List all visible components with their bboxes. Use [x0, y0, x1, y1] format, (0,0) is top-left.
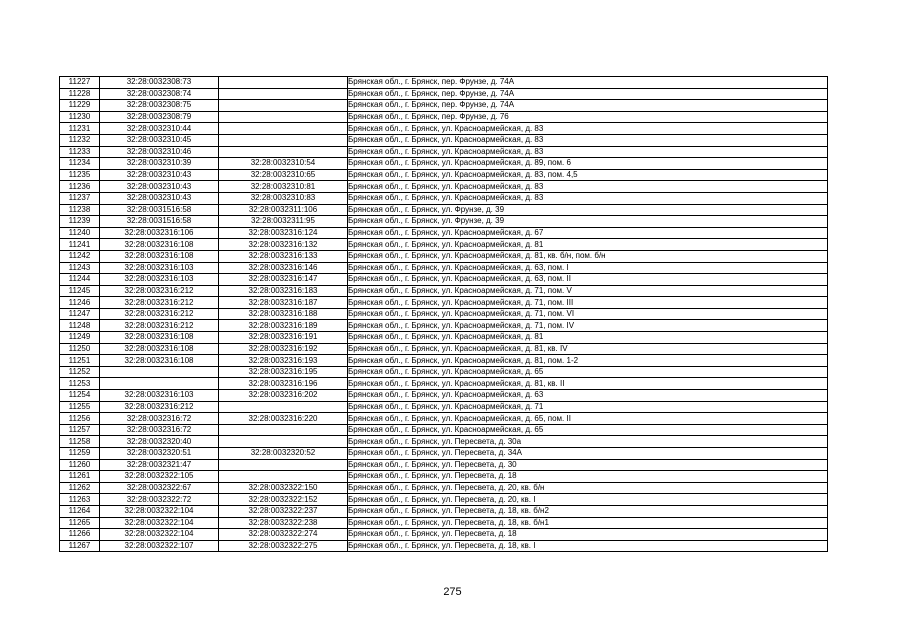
building-cadastral-number-cell: 32:28:0032320:52	[219, 448, 348, 460]
address-cell: Брянская обл., г. Брянск, ул. Красноармейская, д. 81, кв. II	[348, 378, 828, 390]
table-row	[60, 332, 828, 344]
row-number-cell: 11266	[60, 529, 100, 541]
row-number-cell: 11244	[60, 274, 100, 286]
building-cadastral-number-cell: 32:28:0032316:191	[219, 332, 348, 344]
address-cell: Брянская обл., г. Брянск, ул. Красноармейская, д. 71	[348, 401, 828, 413]
cadastral-number-cell: 32:28:0032316:103	[100, 274, 219, 286]
cadastral-number-cell: 32:28:0032310:39	[100, 158, 219, 170]
cadastral-number-cell: 32:28:0032316:72	[100, 413, 219, 425]
row-number-cell: 11235	[60, 169, 100, 181]
address-cell: Брянская обл., г. Брянск, ул. Пересвета, д. 18, кв. б/н1	[348, 517, 828, 529]
building-cadastral-number-cell: 32:28:0032322:150	[219, 482, 348, 494]
address-cell: Брянская обл., г. Брянск, ул. Красноармейская, д. 81, кв. б/н, пом. б/н	[348, 250, 828, 262]
table-row	[60, 320, 828, 332]
building-cadastral-number-cell: 32:28:0032316:202	[219, 390, 348, 402]
cadastral-number-cell: 32:28:0032310:46	[100, 146, 219, 158]
table-row	[60, 505, 828, 517]
table-row	[60, 529, 828, 541]
cadastral-number-cell: 32:28:0032321:47	[100, 459, 219, 471]
cadastral-number-cell: 32:28:0032316:212	[100, 401, 219, 413]
cadastral-number-cell: 32:28:0032316:212	[100, 285, 219, 297]
building-cadastral-number-cell: 32:28:0032316:132	[219, 239, 348, 251]
cadastral-number-cell: 32:28:0032320:40	[100, 436, 219, 448]
address-cell: Брянская обл., г. Брянск, пер. Фрунзе, д. 74А	[348, 88, 828, 100]
building-cadastral-number-cell: 32:28:0032316:124	[219, 227, 348, 239]
row-number-cell: 11252	[60, 366, 100, 378]
building-cadastral-number-cell	[219, 77, 348, 89]
row-number-cell: 11259	[60, 448, 100, 460]
cadastral-number-cell: 32:28:0032316:212	[100, 308, 219, 320]
cadastral-number-cell: 32:28:0032308:74	[100, 88, 219, 100]
table-row	[60, 204, 828, 216]
building-cadastral-number-cell: 32:28:0032310:54	[219, 158, 348, 170]
table-row	[60, 355, 828, 367]
row-number-cell: 11261	[60, 471, 100, 483]
cadastral-number-cell: 32:28:0032310:44	[100, 123, 219, 135]
table-row	[60, 517, 828, 529]
cadastral-number-cell: 32:28:0032322:105	[100, 471, 219, 483]
building-cadastral-number-cell: 32:28:0032310:81	[219, 181, 348, 193]
address-cell: Брянская обл., г. Брянск, пер. Фрунзе, д. 74А	[348, 77, 828, 89]
table-row	[60, 401, 828, 413]
table-row	[60, 239, 828, 251]
row-number-cell: 11245	[60, 285, 100, 297]
row-number-cell: 11229	[60, 100, 100, 112]
address-cell: Брянская обл., г. Брянск, ул. Красноармейская, д. 81	[348, 332, 828, 344]
address-cell: Брянская обл., г. Брянск, ул. Красноармейская, д. 71, пом. V	[348, 285, 828, 297]
address-cell: Брянская обл., г. Брянск, ул. Красноармейская, д. 81, кв. IV	[348, 343, 828, 355]
address-cell: Брянская обл., г. Брянск, ул. Красноармейская, д. 71, пом. VI	[348, 308, 828, 320]
building-cadastral-number-cell	[219, 88, 348, 100]
row-number-cell: 11258	[60, 436, 100, 448]
building-cadastral-number-cell: 32:28:0032322:274	[219, 529, 348, 541]
table-row	[60, 169, 828, 181]
table-row	[60, 250, 828, 262]
address-cell: Брянская обл., г. Брянск, ул. Пересвета, д. 20, кв. б/н	[348, 482, 828, 494]
address-cell: Брянская обл., г. Брянск, ул. Фрунзе, д. 39	[348, 216, 828, 228]
cadastral-number-cell: 32:28:0032322:67	[100, 482, 219, 494]
cadastral-number-cell: 32:28:0032310:43	[100, 192, 219, 204]
row-number-cell: 11237	[60, 192, 100, 204]
row-number-cell: 11243	[60, 262, 100, 274]
cadastral-number-cell	[100, 366, 219, 378]
table-row	[60, 146, 828, 158]
table-row	[60, 494, 828, 506]
address-cell: Брянская обл., г. Брянск, ул. Красноармейская, д. 71, пом. IV	[348, 320, 828, 332]
address-cell: Брянская обл., г. Брянск, ул. Красноармейская, д. 83	[348, 146, 828, 158]
row-number-cell: 11239	[60, 216, 100, 228]
row-number-cell: 11232	[60, 134, 100, 146]
address-cell: Брянская обл., г. Брянск, ул. Красноармейская, д. 83	[348, 192, 828, 204]
table-row	[60, 343, 828, 355]
cadastral-number-cell: 32:28:0031516:58	[100, 216, 219, 228]
table-row	[60, 378, 828, 390]
address-cell: Брянская обл., г. Брянск, ул. Красноармейская, д. 67	[348, 227, 828, 239]
row-number-cell: 11231	[60, 123, 100, 135]
building-cadastral-number-cell	[219, 100, 348, 112]
address-cell: Брянская обл., г. Брянск, ул. Пересвета, д. 34А	[348, 448, 828, 460]
building-cadastral-number-cell	[219, 471, 348, 483]
building-cadastral-number-cell	[219, 436, 348, 448]
building-cadastral-number-cell: 32:28:0032322:275	[219, 540, 348, 552]
table-row	[60, 424, 828, 436]
table-row	[60, 308, 828, 320]
building-cadastral-number-cell: 32:28:0032316:195	[219, 366, 348, 378]
row-number-cell: 11254	[60, 390, 100, 402]
row-number-cell: 11253	[60, 378, 100, 390]
cadastral-number-cell: 32:28:0032322:104	[100, 505, 219, 517]
row-number-cell: 11241	[60, 239, 100, 251]
row-number-cell: 11250	[60, 343, 100, 355]
table-row	[60, 100, 828, 112]
cadastral-number-cell: 32:28:0032322:104	[100, 517, 219, 529]
cadastral-number-cell: 32:28:0032316:108	[100, 343, 219, 355]
building-cadastral-number-cell: 32:28:0032311:106	[219, 204, 348, 216]
address-cell: Брянская обл., г. Брянск, ул. Красноармейская, д. 65	[348, 424, 828, 436]
cadastral-number-cell: 32:28:0032308:75	[100, 100, 219, 112]
cadastral-number-cell: 32:28:0032316:103	[100, 262, 219, 274]
table-row	[60, 436, 828, 448]
table-row	[60, 77, 828, 89]
cadastral-number-cell: 32:28:0032316:108	[100, 250, 219, 262]
address-cell: Брянская обл., г. Брянск, ул. Красноармейская, д. 63	[348, 390, 828, 402]
building-cadastral-number-cell: 32:28:0032310:83	[219, 192, 348, 204]
building-cadastral-number-cell: 32:28:0032316:147	[219, 274, 348, 286]
row-number-cell: 11236	[60, 181, 100, 193]
cadastral-number-cell: 32:28:0032308:73	[100, 77, 219, 89]
table-row	[60, 158, 828, 170]
row-number-cell: 11240	[60, 227, 100, 239]
address-cell: Брянская обл., г. Брянск, ул. Пересвета, д. 18	[348, 471, 828, 483]
building-cadastral-number-cell	[219, 424, 348, 436]
building-cadastral-number-cell: 32:28:0032322:152	[219, 494, 348, 506]
table-row	[60, 540, 828, 552]
row-number-cell: 11249	[60, 332, 100, 344]
row-number-cell: 11263	[60, 494, 100, 506]
address-cell: Брянская обл., г. Брянск, ул. Пересвета, д. 18, кв. I	[348, 540, 828, 552]
row-number-cell: 11227	[60, 77, 100, 89]
address-cell: Брянская обл., г. Брянск, ул. Пересвета, д. 20, кв. I	[348, 494, 828, 506]
row-number-cell: 11238	[60, 204, 100, 216]
row-number-cell: 11251	[60, 355, 100, 367]
row-number-cell: 11247	[60, 308, 100, 320]
building-cadastral-number-cell: 32:28:0032310:65	[219, 169, 348, 181]
table-row	[60, 274, 828, 286]
building-cadastral-number-cell	[219, 134, 348, 146]
row-number-cell: 11246	[60, 297, 100, 309]
address-cell: Брянская обл., г. Брянск, ул. Красноармейская, д. 83	[348, 123, 828, 135]
cadastral-number-cell: 32:28:0032316:72	[100, 424, 219, 436]
cadastral-number-cell: 32:28:0032316:108	[100, 355, 219, 367]
table-row	[60, 134, 828, 146]
address-cell: Брянская обл., г. Брянск, ул. Пересвета, д. 18, кв. б/н2	[348, 505, 828, 517]
cadastral-number-cell: 32:28:0032322:107	[100, 540, 219, 552]
row-number-cell: 11234	[60, 158, 100, 170]
table-row	[60, 88, 828, 100]
table-row	[60, 181, 828, 193]
row-number-cell: 11260	[60, 459, 100, 471]
building-cadastral-number-cell	[219, 401, 348, 413]
address-cell: Брянская обл., г. Брянск, пер. Фрунзе, д. 74А	[348, 100, 828, 112]
table-body	[60, 77, 828, 552]
cadastral-number-cell: 32:28:0032320:51	[100, 448, 219, 460]
address-cell: Брянская обл., г. Брянск, ул. Красноармейская, д. 71, пом. III	[348, 297, 828, 309]
address-cell: Брянская обл., г. Брянск, ул. Красноармейская, д. 63, пом. I	[348, 262, 828, 274]
row-number-cell: 11257	[60, 424, 100, 436]
table-row	[60, 471, 828, 483]
cadastral-number-cell: 32:28:0032316:106	[100, 227, 219, 239]
cadastral-number-cell: 32:28:0032308:79	[100, 111, 219, 123]
cadastral-number-cell: 32:28:0032322:104	[100, 529, 219, 541]
row-number-cell: 11255	[60, 401, 100, 413]
building-cadastral-number-cell: 32:28:0032316:192	[219, 343, 348, 355]
building-cadastral-number-cell: 32:28:0032316:183	[219, 285, 348, 297]
table-row	[60, 459, 828, 471]
table-row	[60, 111, 828, 123]
address-cell: Брянская обл., г. Брянск, ул. Пересвета, д. 30а	[348, 436, 828, 448]
cadastral-number-cell: 32:28:0032322:72	[100, 494, 219, 506]
row-number-cell: 11242	[60, 250, 100, 262]
row-number-cell: 11228	[60, 88, 100, 100]
row-number-cell: 11233	[60, 146, 100, 158]
cadastral-number-cell: 32:28:0032316:108	[100, 239, 219, 251]
property-register-table	[59, 76, 828, 552]
row-number-cell: 11262	[60, 482, 100, 494]
table-row	[60, 227, 828, 239]
building-cadastral-number-cell	[219, 146, 348, 158]
address-cell: Брянская обл., г. Брянск, ул. Красноармейская, д. 65, пом. II	[348, 413, 828, 425]
building-cadastral-number-cell	[219, 111, 348, 123]
cadastral-number-cell: 32:28:0032316:103	[100, 390, 219, 402]
table-row	[60, 216, 828, 228]
row-number-cell: 11267	[60, 540, 100, 552]
address-cell: Брянская обл., г. Брянск, ул. Красноармейская, д. 83	[348, 134, 828, 146]
cadastral-number-cell: 32:28:0032316:212	[100, 320, 219, 332]
table-row	[60, 123, 828, 135]
table-row	[60, 192, 828, 204]
building-cadastral-number-cell: 32:28:0032311:95	[219, 216, 348, 228]
cadastral-number-cell: 32:28:0032310:43	[100, 169, 219, 181]
building-cadastral-number-cell: 32:28:0032316:193	[219, 355, 348, 367]
address-cell: Брянская обл., г. Брянск, ул. Пересвета, д. 30	[348, 459, 828, 471]
building-cadastral-number-cell: 32:28:0032316:187	[219, 297, 348, 309]
building-cadastral-number-cell: 32:28:0032316:146	[219, 262, 348, 274]
row-number-cell: 11264	[60, 505, 100, 517]
address-cell: Брянская обл., г. Брянск, ул. Красноармейская, д. 81, пом. 1-2	[348, 355, 828, 367]
table-row	[60, 448, 828, 460]
page-number: 275	[443, 586, 462, 598]
cadastral-number-cell	[100, 378, 219, 390]
building-cadastral-number-cell	[219, 123, 348, 135]
address-cell: Брянская обл., г. Брянск, ул. Красноармейская, д. 63, пом. II	[348, 274, 828, 286]
table-row	[60, 366, 828, 378]
cadastral-number-cell: 32:28:0032316:108	[100, 332, 219, 344]
cadastral-number-cell: 32:28:0032310:45	[100, 134, 219, 146]
address-cell: Брянская обл., г. Брянск, ул. Красноармейская, д. 89, пом. 6	[348, 158, 828, 170]
row-number-cell: 11265	[60, 517, 100, 529]
building-cadastral-number-cell: 32:28:0032316:196	[219, 378, 348, 390]
building-cadastral-number-cell: 32:28:0032316:188	[219, 308, 348, 320]
address-cell: Брянская обл., г. Брянск, ул. Красноармейская, д. 65	[348, 366, 828, 378]
cadastral-number-cell: 32:28:0032316:212	[100, 297, 219, 309]
address-cell: Брянская обл., г. Брянск, ул. Красноармейская, д. 83, пом. 4,5	[348, 169, 828, 181]
building-cadastral-number-cell: 32:28:0032316:189	[219, 320, 348, 332]
building-cadastral-number-cell: 32:28:0032322:238	[219, 517, 348, 529]
table-row	[60, 413, 828, 425]
building-cadastral-number-cell: 32:28:0032316:133	[219, 250, 348, 262]
building-cadastral-number-cell: 32:28:0032322:237	[219, 505, 348, 517]
building-cadastral-number-cell	[219, 459, 348, 471]
row-number-cell: 11248	[60, 320, 100, 332]
address-cell: Брянская обл., г. Брянск, пер. Фрунзе, д. 76	[348, 111, 828, 123]
cadastral-number-cell: 32:28:0032310:43	[100, 181, 219, 193]
table-row	[60, 482, 828, 494]
address-cell: Брянская обл., г. Брянск, ул. Фрунзе, д. 39	[348, 204, 828, 216]
table-row	[60, 390, 828, 402]
table-row	[60, 297, 828, 309]
table-row	[60, 262, 828, 274]
table-row	[60, 285, 828, 297]
building-cadastral-number-cell: 32:28:0032316:220	[219, 413, 348, 425]
address-cell: Брянская обл., г. Брянск, ул. Красноармейская, д. 81	[348, 239, 828, 251]
cadastral-number-cell: 32:28:0031516:58	[100, 204, 219, 216]
address-cell: Брянская обл., г. Брянск, ул. Пересвета, д. 18	[348, 529, 828, 541]
row-number-cell: 11230	[60, 111, 100, 123]
row-number-cell: 11256	[60, 413, 100, 425]
address-cell: Брянская обл., г. Брянск, ул. Красноармейская, д. 83	[348, 181, 828, 193]
